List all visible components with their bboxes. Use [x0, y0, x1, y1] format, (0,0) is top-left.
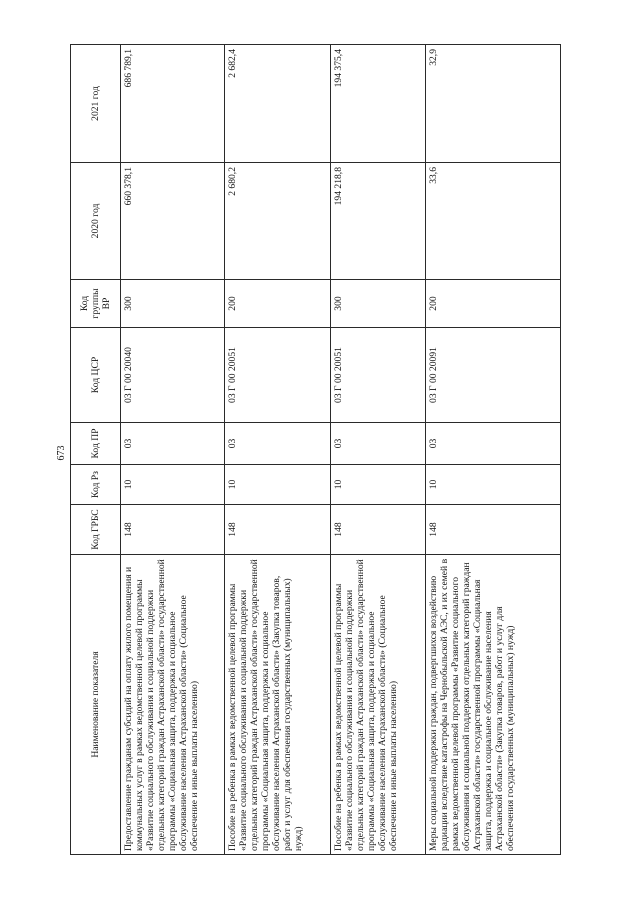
header-pr: Код ПР [71, 423, 121, 465]
cell-rz: 10 [225, 465, 331, 505]
cell-2020: 33,6 [426, 163, 561, 280]
page-number: 673 [55, 445, 67, 461]
cell-pr: 03 [121, 423, 225, 465]
table-header-row [71, 45, 121, 855]
header-csr: Код ЦСР [71, 328, 121, 423]
cell-vr: 200 [426, 280, 561, 328]
row-name-text: Меры социальной поддержки граждан, подвергшихся воздействию радиации вследствие катастрофы на Чернобыльской АЭС, и их семей в рамках ведомственной целевой программы «Развитие социального обслуживания и социальной поддержки отдельных категорий граждан Астраханской области» государственной программы «Социальная защита, поддержка и социальное обслуживание населения Астраханской области» (Закупка товаров, работ и услуг для обеспечения государственных (муниципальных) нужд) [428, 558, 517, 851]
cell-name [331, 555, 426, 855]
cell-2021: 32,9 [426, 45, 561, 163]
cell-vr: 300 [331, 280, 426, 328]
cell-vr: 200 [225, 280, 331, 328]
cell-name [225, 555, 331, 855]
budget-table [70, 44, 561, 855]
header-vr: Код группы ВР [71, 280, 121, 328]
cell-2020: 2 680,2 [225, 163, 331, 280]
row-name-text: Пособие на ребенка в рамках ведомственной целевой программы «Развитие социального обслуживания и социальной поддержки отдельных категорий граждан Астраханской области» государственной программы «Социальная защита, поддержка и социальное обслуживание населения Астраханской области» (Социальное обеспечение и иные выплаты населению) [333, 559, 400, 851]
header-2021: 2021 год [71, 45, 121, 163]
header-name: Наименование показателя [71, 555, 121, 855]
cell-2021: 194 375,4 [331, 45, 426, 163]
cell-rz: 10 [121, 465, 225, 505]
cell-2021: 2 682,4 [225, 45, 331, 163]
cell-pr: 03 [225, 423, 331, 465]
cell-grbs: 148 [225, 505, 331, 555]
cell-csr: 03 Г 00 20051 [225, 328, 331, 423]
header-grbs: Код ГРБС [71, 505, 121, 555]
cell-pr: 03 [426, 423, 561, 465]
cell-rz: 10 [331, 465, 426, 505]
cell-2020: 660 378,1 [121, 163, 225, 280]
cell-name [426, 555, 561, 855]
cell-2021: 686 789,1 [121, 45, 225, 163]
cell-grbs: 148 [426, 505, 561, 555]
table-row [426, 45, 561, 855]
cell-csr: 03 Г 00 20091 [426, 328, 561, 423]
cell-vr: 300 [121, 280, 225, 328]
cell-name [121, 555, 225, 855]
cell-grbs: 148 [331, 505, 426, 555]
cell-rz: 10 [426, 465, 561, 505]
row-name-text: Предоставление гражданам субсидий на оплату жилого помещения и коммунальных услуг в рамках ведомственной целевой программы «Развитие социального обслуживания и социальной поддержки отдельных категорий граждан Астраханской области» государственной программы «Социальная защита, поддержка и социальное обслуживание населения Астраханской области» (Социальное обеспечение и иные выплаты населению) [123, 559, 201, 851]
table-row [121, 45, 225, 855]
header-rz: Код Рз [71, 465, 121, 505]
table-row [331, 45, 426, 855]
cell-2020: 194 218,8 [331, 163, 426, 280]
cell-grbs: 148 [121, 505, 225, 555]
header-2020: 2020 год [71, 163, 121, 280]
cell-pr: 03 [331, 423, 426, 465]
cell-csr: 03 Г 00 20051 [331, 328, 426, 423]
cell-csr: 03 Г 00 20040 [121, 328, 225, 423]
row-name-text: Пособие на ребенка в рамках ведомственной целевой программы «Развитие социального обслуживания и социальной поддержки отдельных категорий граждан Астраханской области» государственной программы «Социальная защита, поддержка и социальное обслуживание населения Астраханской области» (Закупка товаров, работ и услуг для обеспечения государственных (муниципальных) нужд) [227, 559, 305, 851]
rotated-table-wrapper [70, 45, 560, 855]
table-row [225, 45, 331, 855]
